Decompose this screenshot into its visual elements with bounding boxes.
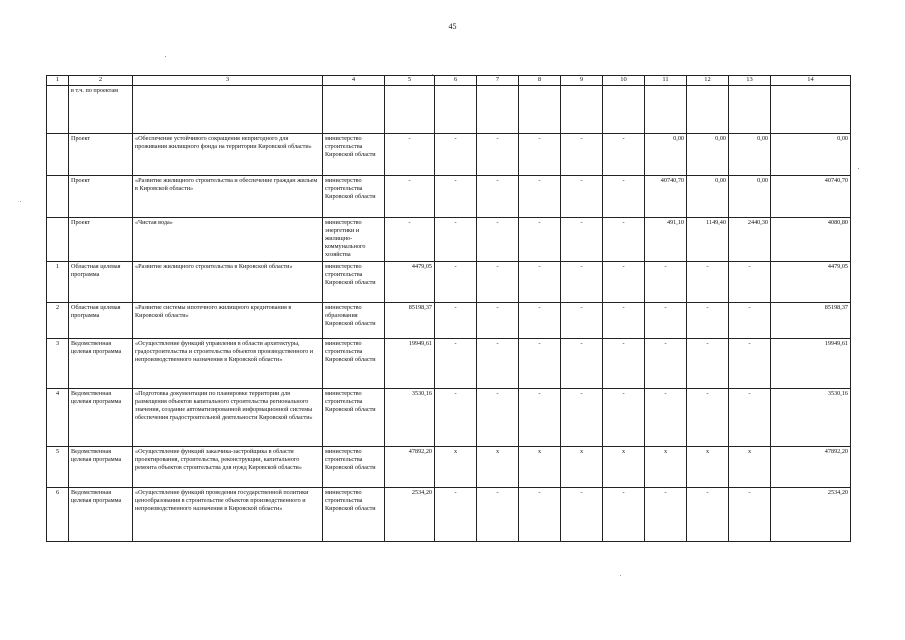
header-cell: 8 [519,76,561,86]
value-cell: - [561,303,603,339]
table-row [47,86,851,134]
scan-speck [20,201,21,202]
value-cell: - [435,303,477,339]
value-cell [477,86,519,134]
value-cell: 3530,16 [385,389,435,447]
program-name-cell: «Развитие системы ипотечного жилищного кредитования в Кировской области» [133,303,323,339]
value-cell: 40740,70 [771,176,851,218]
table-row [47,262,851,303]
value-cell: - [603,339,645,389]
value-cell: - [729,303,771,339]
program-type-cell: в т.ч. по проектам [69,86,133,134]
value-cell: 4479,05 [771,262,851,303]
value-cell: - [603,176,645,218]
program-type-cell: Ведомственная целевая программа [69,339,133,389]
program-type-cell: Проект [69,176,133,218]
value-cell: - [561,389,603,447]
value-cell: - [603,488,645,542]
value-cell: 2440,30 [729,218,771,262]
value-cell: - [603,218,645,262]
header-cell: 6 [435,76,477,86]
header-cell: 4 [323,76,385,86]
table-row [47,134,851,176]
value-cell [435,86,477,134]
value-cell: - [519,134,561,176]
value-cell: - [645,488,687,542]
value-cell: - [385,176,435,218]
row-number-cell [47,134,69,176]
value-cell: - [603,303,645,339]
program-name-cell: «Осуществление функций проведения государственной политики ценообразования в строительстве объектов производственного и непроизводственного назначения в Кировской области» [133,488,323,542]
program-type-cell: Областная целевая программа [69,262,133,303]
value-cell: 85198,37 [385,303,435,339]
row-number-cell: 3 [47,339,69,389]
header-cell: 14 [771,76,851,86]
value-cell [687,86,729,134]
value-cell: 4080,80 [771,218,851,262]
value-cell: - [435,176,477,218]
program-name-cell [133,86,323,134]
department-cell: министерство строительства Кировской области [323,389,385,447]
value-cell: - [603,134,645,176]
value-cell: 1149,40 [687,218,729,262]
value-cell: 0,00 [729,134,771,176]
department-cell: министерство строительства Кировской области [323,447,385,488]
value-cell: 47892,20 [771,447,851,488]
value-cell [771,86,851,134]
department-cell: министерство строительства Кировской области [323,262,385,303]
row-number-cell [47,218,69,262]
value-cell: - [477,176,519,218]
value-cell: 0,00 [687,134,729,176]
value-cell: - [561,488,603,542]
value-cell: 0,00 [687,176,729,218]
program-name-cell: «Осуществление функций управления в области архитектуры, градостроительства и строительства объектов производственного и непроизводственного назначения в Кировской области» [133,339,323,389]
value-cell: - [435,218,477,262]
program-type-cell: Проект [69,134,133,176]
value-cell: - [645,389,687,447]
value-cell: 491,10 [645,218,687,262]
header-cell: 9 [561,76,603,86]
value-cell: x [645,447,687,488]
value-cell: - [435,134,477,176]
value-cell: - [561,339,603,389]
value-cell: x [519,447,561,488]
header-cell: 5 [385,76,435,86]
value-cell: - [385,134,435,176]
department-cell: министерство строительства Кировской области [323,176,385,218]
department-cell: министерство строительства Кировской области [323,488,385,542]
scan-speck [165,56,166,57]
value-cell: 3530,16 [771,389,851,447]
department-cell: министерство образования Кировской области [323,303,385,339]
table-row [47,389,851,447]
value-cell: - [519,262,561,303]
row-number-cell [47,176,69,218]
value-cell: - [519,303,561,339]
value-cell [729,86,771,134]
value-cell: 19949,61 [771,339,851,389]
header-cell: 12 [687,76,729,86]
value-cell: - [729,339,771,389]
value-cell: x [435,447,477,488]
value-cell [603,86,645,134]
value-cell: - [687,389,729,447]
value-cell: - [561,262,603,303]
page-number: 45 [448,22,457,31]
value-cell: - [435,389,477,447]
value-cell: - [519,176,561,218]
program-name-cell: «Развитие жилищного строительства и обеспечение граждан жильем в Кировской области» [133,176,323,218]
value-cell: - [729,389,771,447]
value-cell: - [477,488,519,542]
value-cell: x [603,447,645,488]
value-cell: 85198,37 [771,303,851,339]
header-cell: 1 [47,76,69,86]
row-number-cell: 6 [47,488,69,542]
value-cell: 47892,20 [385,447,435,488]
department-cell [323,86,385,134]
table-row [47,303,851,339]
scan-speck [858,168,859,169]
program-type-cell: Ведомственная целевая программа [69,488,133,542]
value-cell: - [477,303,519,339]
header-cell: 13 [729,76,771,86]
value-cell: 19949,61 [385,339,435,389]
value-cell: 40740,70 [645,176,687,218]
program-name-cell: «Подготовка документации по планировке территории для размещения объектов капитального строительства регионального значения, создание автоматизированной информационной системы обеспечения градостроительной деятельности Кировской области» [133,389,323,447]
value-cell [385,86,435,134]
value-cell: - [385,218,435,262]
value-cell: - [519,389,561,447]
value-cell: - [519,488,561,542]
value-cell: - [687,339,729,389]
value-cell: - [477,389,519,447]
row-number-cell: 2 [47,303,69,339]
table-body [47,76,851,542]
program-name-cell: «Чистая вода» [133,218,323,262]
table-row [47,339,851,389]
scan-speck [620,575,621,576]
value-cell: - [435,488,477,542]
value-cell: x [687,447,729,488]
value-cell: 0,00 [645,134,687,176]
value-cell: 2534,20 [385,488,435,542]
department-cell: министерство строительства Кировской области [323,134,385,176]
value-cell: x [561,447,603,488]
value-cell: - [477,134,519,176]
value-cell: x [729,447,771,488]
value-cell: 2534,20 [771,488,851,542]
value-cell: - [687,262,729,303]
value-cell: 4479,05 [385,262,435,303]
table-row [47,447,851,488]
value-cell: - [561,176,603,218]
value-cell: - [561,134,603,176]
row-number-cell: 4 [47,389,69,447]
header-cell: 3 [133,76,323,86]
value-cell: - [729,262,771,303]
value-cell: 0,00 [729,176,771,218]
value-cell: - [603,262,645,303]
value-cell: - [729,488,771,542]
header-cell: 7 [477,76,519,86]
header-cell: 10 [603,76,645,86]
value-cell: - [603,389,645,447]
value-cell: - [645,303,687,339]
table-row [47,176,851,218]
value-cell: x [477,447,519,488]
value-cell: - [519,218,561,262]
program-name-cell: «Осуществление функций заказчика-застройщика в области проектирования, строительства, реконструкции, капитального ремонта объектов строительства для нужд Кировской области» [133,447,323,488]
header-cell: 11 [645,76,687,86]
program-name-cell: «Развитие жилищного строительства в Кировской области» [133,262,323,303]
department-cell: министерство энергетики и жилищно-коммунального хозяйства [323,218,385,262]
value-cell: - [561,218,603,262]
program-type-cell: Ведомственная целевая программа [69,447,133,488]
budget-table [46,75,851,542]
row-number-cell [47,86,69,134]
value-cell: - [435,339,477,389]
table-row [47,218,851,262]
table-row [47,488,851,542]
value-cell [561,86,603,134]
value-cell: - [645,339,687,389]
table-header-row [47,76,851,86]
program-type-cell: Проект [69,218,133,262]
value-cell: 0,00 [771,134,851,176]
value-cell: - [519,339,561,389]
row-number-cell: 1 [47,262,69,303]
program-type-cell: Областная целевая программа [69,303,133,339]
value-cell: - [687,488,729,542]
value-cell: - [645,262,687,303]
row-number-cell: 5 [47,447,69,488]
value-cell: - [477,339,519,389]
value-cell [519,86,561,134]
value-cell: - [687,303,729,339]
value-cell: - [435,262,477,303]
value-cell: - [477,262,519,303]
value-cell [645,86,687,134]
header-cell: 2 [69,76,133,86]
scan-speck [432,74,433,75]
department-cell: министерство строительства Кировской области [323,339,385,389]
program-type-cell: Ведомственная целевая программа [69,389,133,447]
value-cell: - [477,218,519,262]
program-name-cell: «Обеспечение устойчивого сокращения непригодного для проживания жилищного фонда на территории Кировской области» [133,134,323,176]
